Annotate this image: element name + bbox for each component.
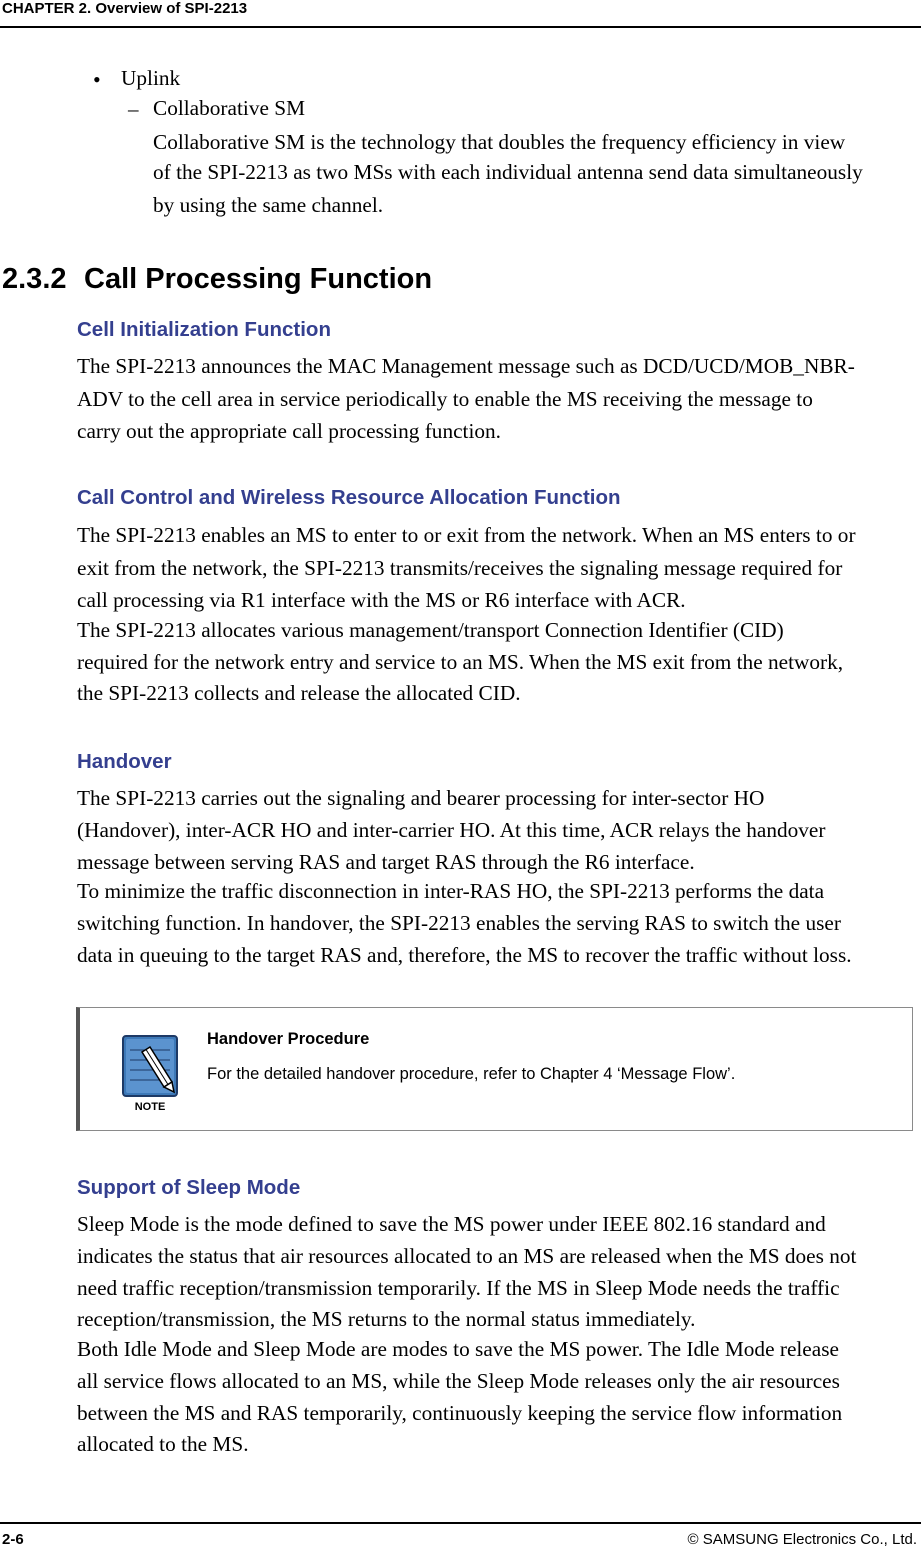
note-box: [76, 1007, 913, 1131]
body-line: The SPI-2213 enables an MS to enter to or exit from the network. When an MS enters to or: [77, 523, 856, 547]
body-line: message between serving RAS and target RAS through the R6 interface.: [77, 850, 695, 874]
page-number: 2-6: [2, 1531, 24, 1548]
note-icon-label: NOTE: [134, 1101, 166, 1113]
header-rule: [0, 26, 921, 28]
body-line: required for the network entry and service to an MS. When the MS exit from the network,: [77, 650, 844, 674]
body-line: switching function. In handover, the SPI-2213 enables the serving RAS to switch the user: [77, 911, 841, 935]
uplink-line: of the SPI-2213 as two MSs with each individual antenna send data simultaneously: [153, 160, 863, 184]
body-line: indicates the status that air resources allocated to an MS are released when the MS does not: [77, 1244, 857, 1268]
body-line: The SPI-2213 allocates various management/transport Connection Identifier (CID): [77, 618, 784, 642]
body-line: exit from the network, the SPI-2213 transmits/receives the signaling message required for: [77, 556, 843, 580]
section-title: [2, 262, 432, 296]
body-line: between the MS and RAS temporarily, continuously keeping the service flow information: [77, 1401, 843, 1425]
footer-rule: [0, 1522, 921, 1524]
cell-init-heading: Cell Initialization Function: [77, 318, 331, 341]
handover-heading: Handover: [77, 750, 172, 773]
sleep-mode-heading: Support of Sleep Mode: [77, 1176, 301, 1199]
uplink-line: Collaborative SM is the technology that doubles the frequency efficiency in view: [153, 130, 846, 154]
body-line: data in queuing to the target RAS and, therefore, the MS to recover the traffic without loss.: [77, 943, 852, 967]
body-line: allocated to the MS.: [77, 1432, 249, 1456]
section-number: 2.3.2: [2, 263, 67, 295]
dash-icon: –: [128, 97, 139, 121]
body-line: need traffic reception/transmission temporarily. If the MS in Sleep Mode needs the traffic: [77, 1276, 840, 1300]
call-control-heading: Call Control and Wireless Resource Allocation Function: [77, 486, 621, 509]
body-line: Sleep Mode is the mode defined to save the MS power under IEEE 802.16 standard and: [77, 1212, 826, 1236]
note-title: Handover Procedure: [207, 1030, 370, 1048]
collaborative-sm-title: Collaborative SM: [153, 96, 306, 120]
section-title-text: Call Processing Function: [84, 263, 433, 295]
body-line: (Handover), inter-ACR HO and inter-carrier HO. At this time, ACR relays the handover: [77, 818, 826, 842]
body-line: the SPI-2213 collects and release the allocated CID.: [77, 681, 521, 705]
uplink-label: Uplink: [121, 66, 181, 90]
uplink-line: by using the same channel.: [153, 193, 384, 217]
body-line: Both Idle Mode and Sleep Mode are modes to save the MS power. The Idle Mode release: [77, 1337, 839, 1361]
body-line: To minimize the traffic disconnection in inter-RAS HO, the SPI-2213 performs the data: [77, 879, 825, 903]
body-line: carry out the appropriate call processing function.: [77, 419, 502, 443]
body-line: ADV to the cell area in service periodically to enable the MS receiving the message to: [77, 387, 813, 411]
note-pencil-icon: [120, 1034, 180, 1114]
body-line: call processing via R1 interface with the MS or R6 interface with ACR.: [77, 588, 686, 612]
body-line: all service flows allocated to an MS, while the Sleep Mode releases only the air resources: [77, 1369, 840, 1393]
body-line: The SPI-2213 announces the MAC Management message such as DCD/UCD/MOB_NBR-: [77, 354, 855, 378]
body-line: reception/transmission, the MS returns to the normal status immediately.: [77, 1307, 696, 1331]
bullet-icon: •: [93, 67, 101, 92]
body-line: The SPI-2213 carries out the signaling and bearer processing for inter-sector HO: [77, 786, 765, 810]
note-text: For the detailed handover procedure, refer to Chapter 4 ‘Message Flow’.: [207, 1065, 736, 1083]
chapter-header: CHAPTER 2. Overview of SPI-2213: [2, 0, 248, 17]
copyright: © SAMSUNG Electronics Co., Ltd.: [687, 1531, 917, 1548]
